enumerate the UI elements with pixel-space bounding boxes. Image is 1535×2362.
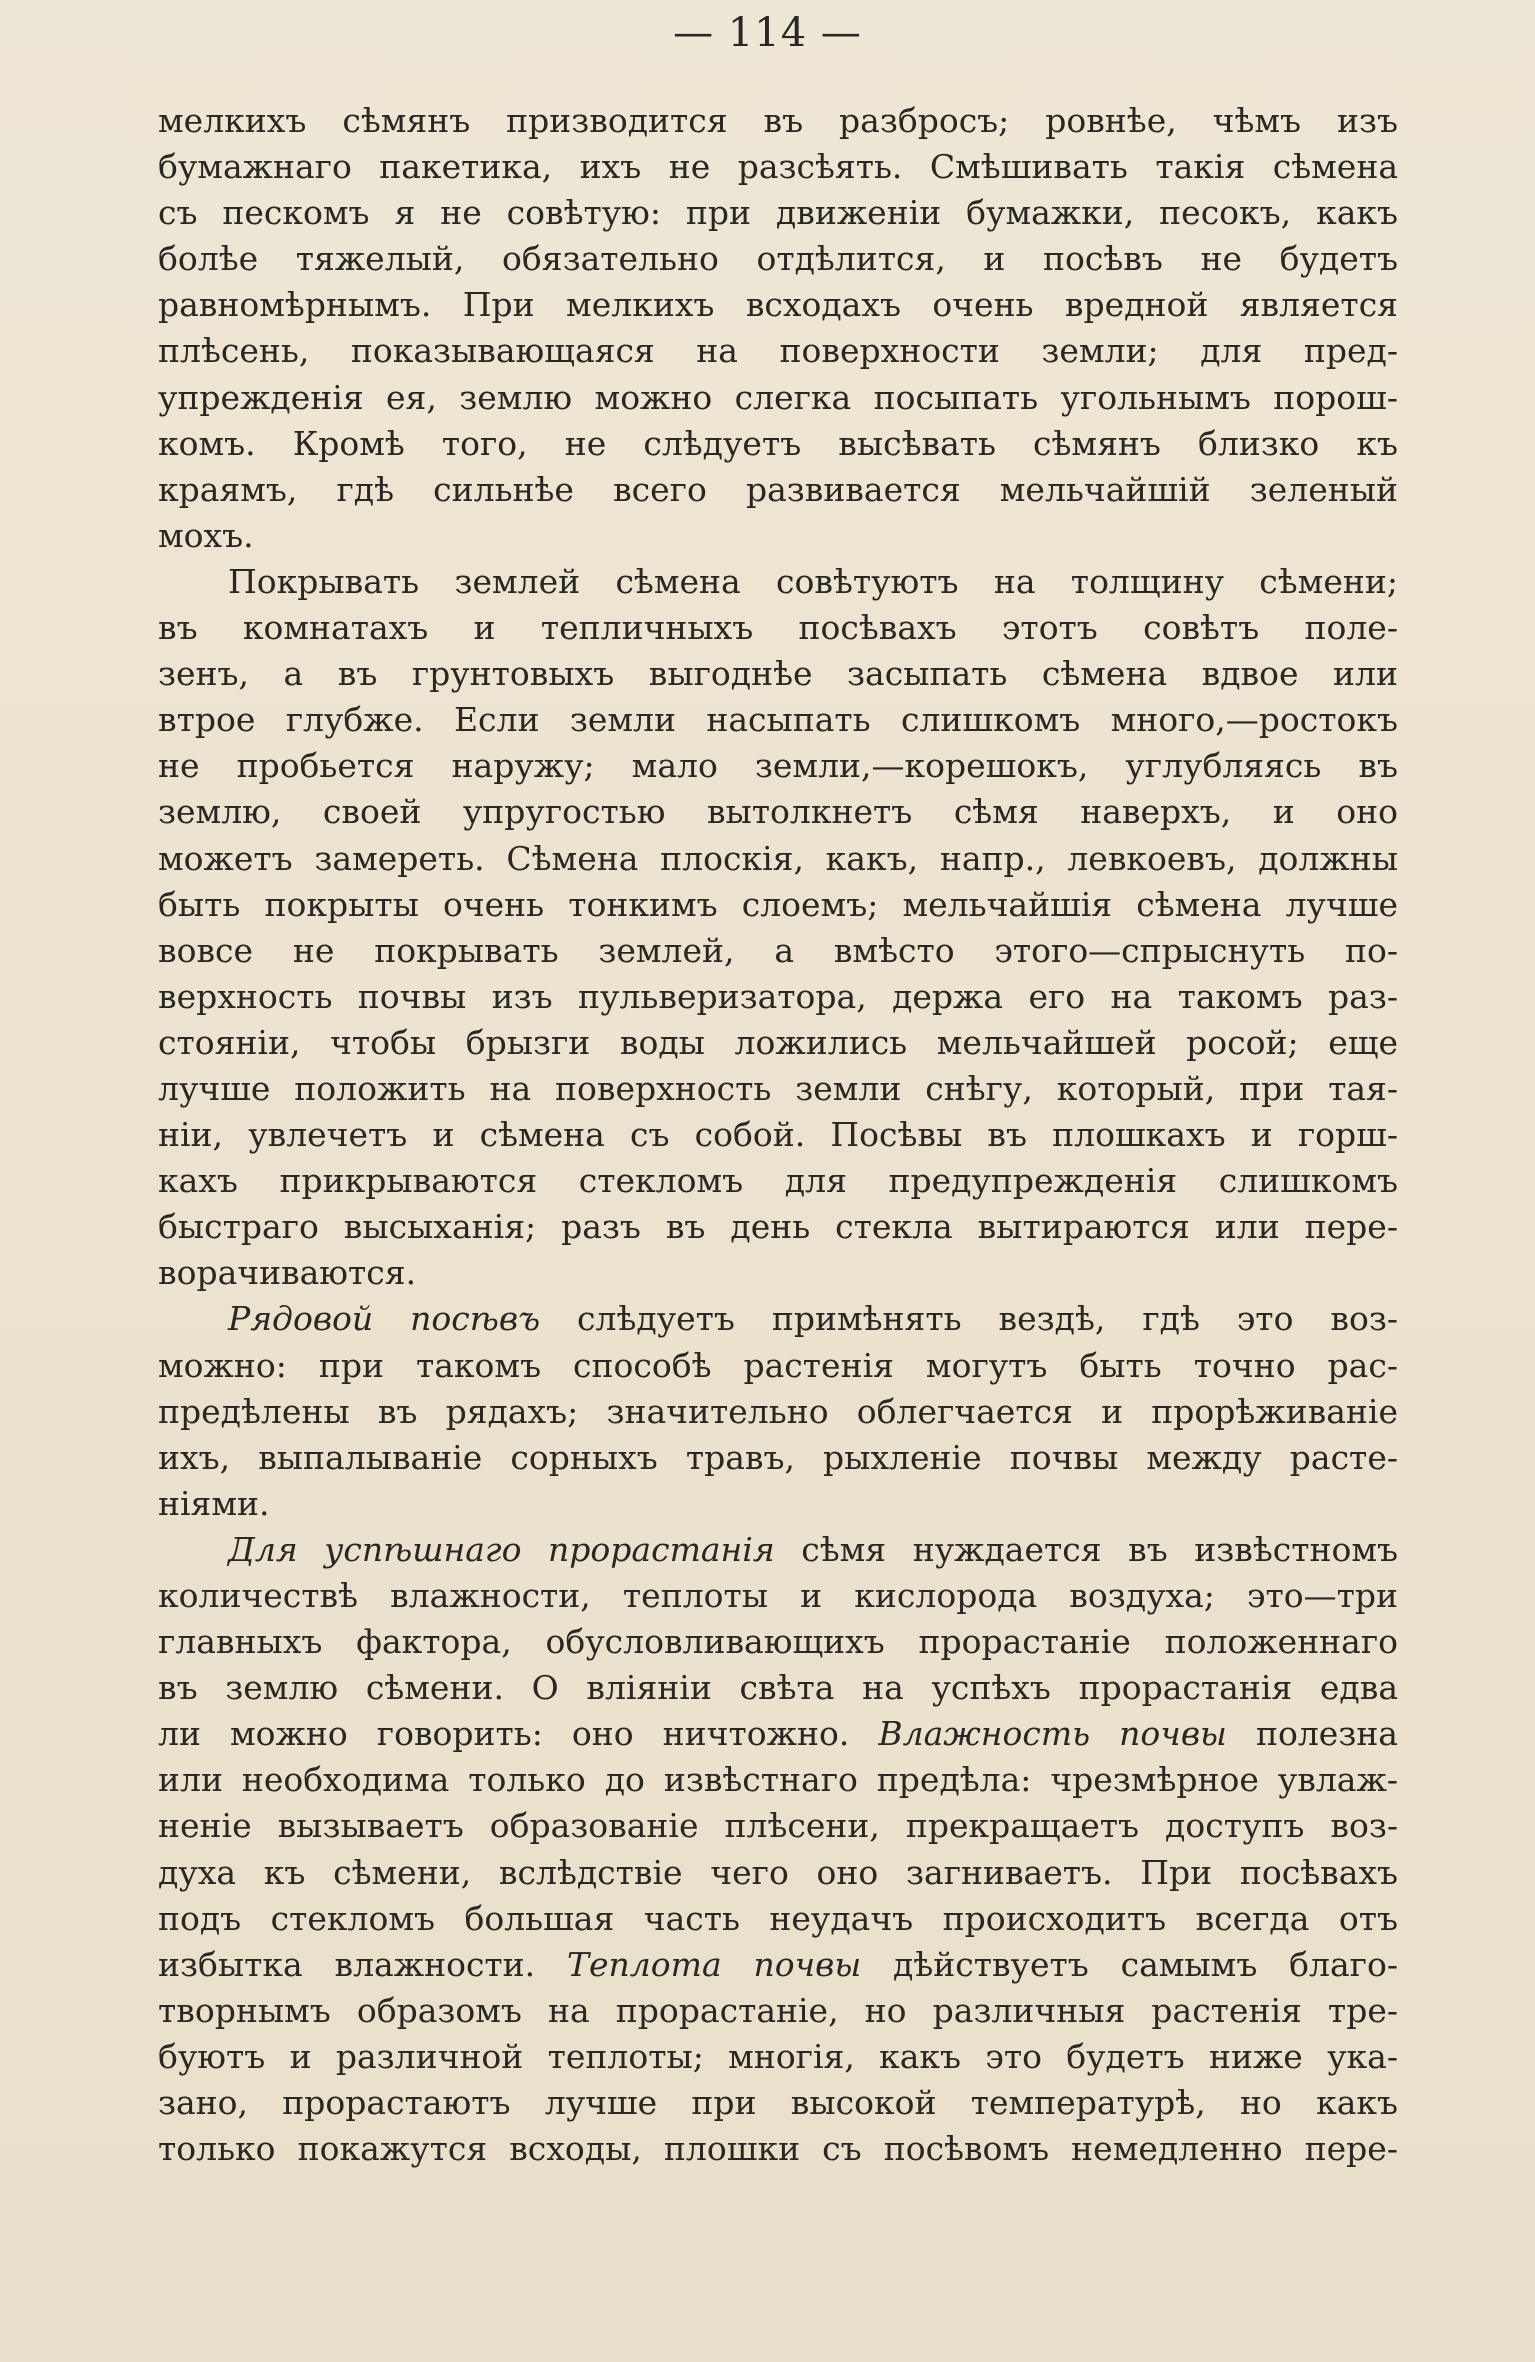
text-run: стояніи, чтобы брызги воды ложились мельчайшей росой; еще (158, 1022, 1398, 1062)
text-line (158, 559, 1398, 605)
text-run: предѣлены въ рядахъ; значительно облегчается и прорѣживаніе (158, 1391, 1398, 1431)
text-run: не пробьется наружу; мало земли,—корешокъ, углубляясь въ (158, 746, 1398, 786)
text-run: мелкихъ сѣмянъ призводится въ разбросъ; ровнѣе, чѣмъ изъ (158, 101, 1398, 140)
text-line (158, 1527, 1398, 1573)
text-line (158, 1296, 1398, 1342)
text-line (158, 1481, 1398, 1527)
text-run: духа къ сѣмени, вслѣдствіе чего оно загниваетъ. При посѣвахъ (158, 1852, 1398, 1892)
text-line (158, 1204, 1398, 1250)
text-run: быстраго высыханія; разъ въ день стекла вытираются или пере- (158, 1207, 1398, 1247)
text-run: неніе вызываетъ образованіе плѣсени, прекращаетъ доступъ воз- (158, 1806, 1398, 1846)
text-line (158, 1435, 1398, 1481)
text-line (158, 1250, 1398, 1296)
italic-term: Теплота почвы (567, 1944, 862, 1984)
text-run: съ пескомъ я не совѣтую: при движеніи бумажки, песокъ, какъ (158, 193, 1398, 233)
text-line (158, 1988, 1398, 2034)
text-run: бумажнаго пакетика, ихъ не разсѣять. Смѣшивать такія сѣмена (158, 147, 1398, 187)
text-run: упрежденія ея, землю можно слегка посыпать угольнымъ порош- (158, 377, 1398, 417)
text-line (158, 697, 1398, 743)
text-run: можно: при такомъ способѣ растенія могутъ быть точно рас- (158, 1345, 1398, 1385)
text-run: только покажутся всходы, плошки съ посѣвомъ немедленно пере- (158, 2129, 1398, 2169)
italic-term: Влажность почвы (878, 1714, 1227, 1754)
text-run: Покрывать землей сѣмена совѣтуютъ на толщину сѣмени; (228, 561, 1398, 601)
text-run: краямъ, гдѣ сильнѣе всего развивается мельчайшій зеленый (158, 469, 1398, 509)
body-text (158, 98, 1398, 2172)
text-run: мохъ. (158, 515, 254, 555)
text-line (158, 1665, 1398, 1711)
text-line (158, 2034, 1398, 2080)
text-run: дѣйствуетъ самымъ благо- (861, 1944, 1398, 1984)
text-line (158, 789, 1398, 835)
text-run: кахъ прикрываются стекломъ для предупрежденія слишкомъ (158, 1161, 1398, 1201)
text-run: ніи, увлечетъ и сѣмена съ собой. Посѣвы въ плошкахъ и горш- (158, 1115, 1398, 1155)
text-line (158, 2080, 1398, 2126)
text-line (158, 328, 1398, 374)
text-line (158, 236, 1398, 282)
text-line (158, 1757, 1398, 1803)
text-run: можетъ замереть. Сѣмена плоскія, какъ, напр., левкоевъ, должны (158, 838, 1398, 878)
text-run: ли можно говорить: оно ничтожно. (158, 1714, 879, 1754)
text-line (158, 882, 1398, 928)
text-line (158, 1942, 1398, 1988)
text-run: зенъ, а въ грунтовыхъ выгоднѣе засыпать сѣмена вдвое или (158, 654, 1398, 694)
text-run: плѣсень, показывающаяся на поверхности земли; для пред- (158, 331, 1398, 371)
text-line (158, 1389, 1398, 1435)
text-run: буютъ и различной теплоты; многія, какъ это будетъ ниже ука- (158, 2036, 1398, 2076)
text-line (158, 928, 1398, 974)
text-line (158, 467, 1398, 513)
text-line (158, 513, 1398, 559)
text-run: творнымъ образомъ на прорастаніе, но различныя растенія тре- (158, 1990, 1398, 2030)
text-run: вовсе не покрывать землей, а вмѣсто этого—спрыснуть по- (158, 930, 1398, 970)
text-run: слѣдуетъ примѣнять вездѣ, гдѣ это воз- (540, 1299, 1398, 1339)
text-line (158, 1573, 1398, 1619)
text-run: комъ. Кромѣ того, не слѣдуетъ высѣвать сѣмянъ близко къ (158, 423, 1398, 463)
text-line (158, 1020, 1398, 1066)
text-line (158, 144, 1398, 190)
italic-term: Рядовой посѣвъ (228, 1299, 541, 1339)
text-run: ніями. (158, 1483, 270, 1523)
text-run: въ комнатахъ и тепличныхъ посѣвахъ этотъ совѣтъ поле- (158, 608, 1398, 648)
text-line (158, 375, 1398, 421)
text-line (158, 190, 1398, 236)
text-run: главныхъ фактора, обусловливающихъ прорастаніе положеннаго (158, 1622, 1398, 1662)
text-run: болѣе тяжелый, обязательно отдѣлится, и посѣвъ не будетъ (158, 239, 1398, 279)
text-run: ворачиваются. (158, 1253, 417, 1293)
text-run: въ землю сѣмени. О вліяніи свѣта на успѣхъ прорастанія едва (158, 1668, 1398, 1708)
text-run: подъ стекломъ большая часть неудачъ происходитъ всегда отъ (158, 1898, 1398, 1938)
italic-term: Для успѣшнаго прорастанія (228, 1529, 775, 1569)
text-line (158, 974, 1398, 1020)
text-run: ихъ, выпалываніе сорныхъ травъ, рыхленіе почвы между расте- (158, 1437, 1398, 1477)
text-line (158, 1619, 1398, 1665)
text-run: верхность почвы изъ пульверизатора, держа его на такомъ раз- (158, 976, 1398, 1016)
text-run: избытка влажности. (158, 1944, 567, 1984)
text-line (158, 1896, 1398, 1942)
text-line (158, 1850, 1398, 1896)
text-run: равномѣрнымъ. При мелкихъ всходахъ очень вредной является (158, 285, 1398, 325)
text-line (158, 605, 1398, 651)
text-run: полезна (1226, 1714, 1398, 1754)
text-run: зано, прорастаютъ лучше при высокой температурѣ, но какъ (158, 2083, 1398, 2123)
text-run: землю, своей упругостью вытолкнетъ сѣмя наверхъ, и оно (158, 792, 1398, 832)
text-run: втрое глубже. Если земли насыпать слишкомъ много,—ростокъ (158, 700, 1398, 740)
text-run: или необходима только до извѣстнаго предѣла: чрезмѣрное увлаж- (158, 1760, 1398, 1800)
text-run: лучше положить на поверхность земли снѣгу, который, при тая- (158, 1068, 1398, 1108)
text-line (158, 1066, 1398, 1112)
text-line (158, 421, 1398, 467)
text-line (158, 1158, 1398, 1204)
text-line (158, 836, 1398, 882)
text-line (158, 1112, 1398, 1158)
text-run: быть покрыты очень тонкимъ слоемъ; мельчайшія сѣмена лучше (158, 884, 1398, 924)
text-line (158, 2126, 1398, 2172)
page-number: — 114 — (673, 10, 862, 56)
text-line (158, 1803, 1398, 1849)
text-line (158, 743, 1398, 789)
text-line (158, 98, 1398, 144)
text-run: сѣмя нуждается въ извѣстномъ (774, 1529, 1398, 1569)
text-run: количествѣ влажности, теплоты и кислорода воздуха; это—три (158, 1576, 1398, 1615)
text-line (158, 651, 1398, 697)
text-line (158, 1343, 1398, 1389)
text-line (158, 1711, 1398, 1757)
text-line (158, 282, 1398, 328)
